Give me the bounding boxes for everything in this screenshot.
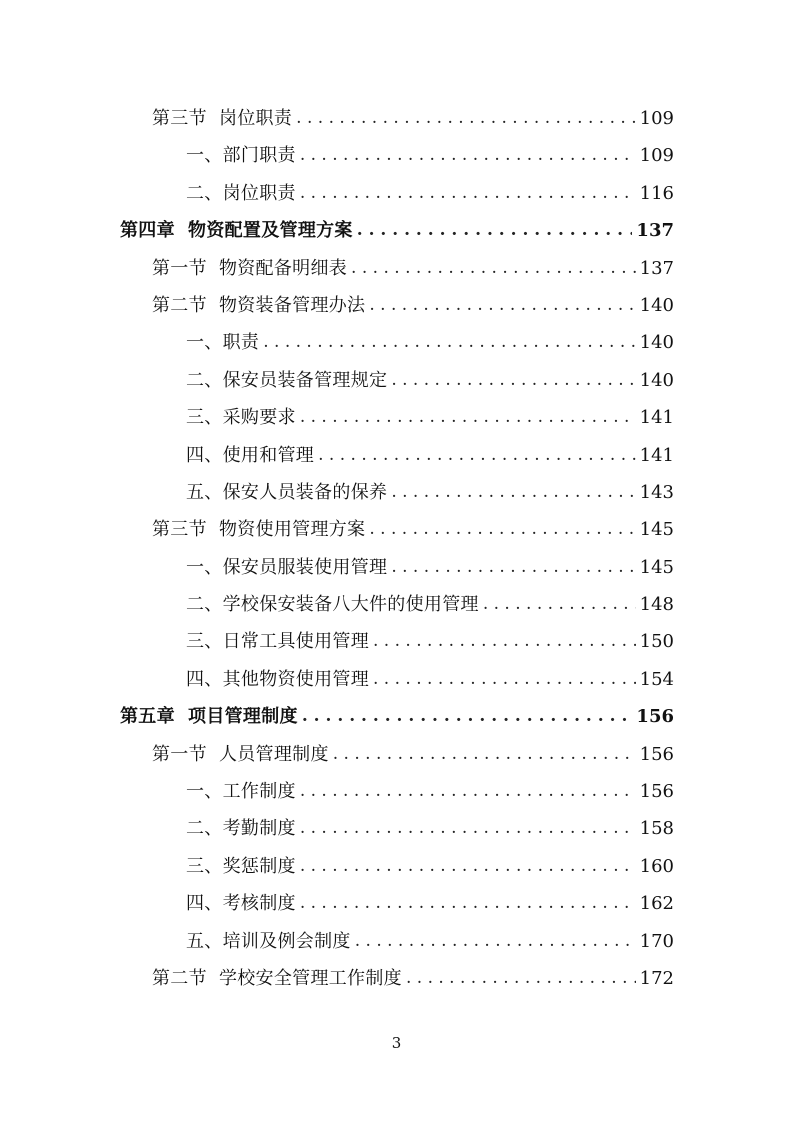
toc-entry-page: 140 xyxy=(639,369,674,391)
toc-chapter-entry[interactable] xyxy=(0,698,793,735)
toc-entry-title: 五、培训及例会制度 xyxy=(186,930,351,952)
toc-entry-page: 145 xyxy=(639,556,674,578)
toc-entry-title: 第二节 学校安全管理工作制度 xyxy=(152,967,402,989)
toc-leader-dots xyxy=(391,362,635,399)
toc-leader-dots xyxy=(300,773,636,810)
toc-leader-dots xyxy=(369,511,635,548)
toc-leader-dots xyxy=(318,437,636,474)
toc-leader-dots xyxy=(300,399,636,436)
toc-leader-dots xyxy=(355,923,636,960)
toc-entry-title: 第五章 项目管理制度 xyxy=(120,706,298,728)
toc-entry-page: 137 xyxy=(636,220,674,242)
toc-leader-dots xyxy=(373,623,636,660)
toc-entry-title: 一、职责 xyxy=(186,332,260,354)
toc-entry[interactable] xyxy=(0,137,793,174)
toc-leader-dots xyxy=(373,661,636,698)
toc-entry[interactable] xyxy=(0,362,793,399)
toc-leader-dots xyxy=(300,848,636,885)
toc-entry[interactable] xyxy=(0,474,793,511)
toc-entry[interactable] xyxy=(0,100,793,137)
toc-entry-page: 145 xyxy=(639,519,674,541)
toc-entry-title: 四、考核制度 xyxy=(186,893,296,915)
toc-entry-title: 第三节 岗位职责 xyxy=(152,108,293,129)
toc-leader-dots xyxy=(369,287,635,324)
toc-entry-title: 三、采购要求 xyxy=(186,407,296,429)
toc-chapter-entry[interactable] xyxy=(0,212,793,249)
toc-entry-page: 154 xyxy=(639,668,674,690)
toc-leader-dots xyxy=(391,549,635,586)
toc-leader-dots xyxy=(333,736,636,773)
toc-entry-title: 三、日常工具使用管理 xyxy=(186,631,369,653)
toc-leader-dots xyxy=(391,474,635,511)
toc-leader-dots xyxy=(302,698,633,735)
toc-entry[interactable] xyxy=(0,810,793,847)
toc-leader-dots xyxy=(296,100,635,137)
toc-entry-title: 一、部门职责 xyxy=(186,145,296,167)
toc-entry-page: 143 xyxy=(639,481,674,503)
toc-entry[interactable] xyxy=(0,549,793,586)
toc-entry[interactable] xyxy=(0,250,793,287)
toc-entry-title: 一、保安员服装使用管理 xyxy=(186,556,388,578)
toc-leader-dots xyxy=(351,250,636,287)
toc-entry[interactable] xyxy=(0,848,793,885)
toc-leader-dots xyxy=(263,324,635,361)
toc-entry-title: 四、使用和管理 xyxy=(186,444,315,466)
toc-entry-title: 一、工作制度 xyxy=(186,781,296,803)
toc-entry[interactable] xyxy=(0,885,793,922)
toc-entry-page: 137 xyxy=(639,257,674,279)
toc-entry[interactable] xyxy=(0,586,793,623)
toc-leader-dots xyxy=(483,586,636,623)
toc-entry-page: 156 xyxy=(636,706,674,728)
toc-entry-page: 109 xyxy=(639,145,674,167)
toc-leader-dots xyxy=(357,212,633,249)
toc-entry[interactable] xyxy=(0,923,793,960)
toc-entry-page: 109 xyxy=(639,108,674,129)
toc-entry-title: 第一节 人员管理制度 xyxy=(152,743,329,765)
toc-entry-page: 150 xyxy=(639,631,674,653)
toc-entry-page: 162 xyxy=(639,893,674,915)
toc-entry-page: 140 xyxy=(639,332,674,354)
toc-entry-title: 五、保安人员装备的保养 xyxy=(186,481,388,503)
toc-entry[interactable] xyxy=(0,175,793,212)
toc-entry[interactable] xyxy=(0,773,793,810)
toc-leader-dots xyxy=(300,175,636,212)
toc-entry-page: 116 xyxy=(639,182,674,204)
toc-entry-title: 第四章 物资配置及管理方案 xyxy=(120,220,353,242)
toc-entry[interactable] xyxy=(0,324,793,361)
toc-leader-dots xyxy=(300,810,636,847)
toc-entry-page: 141 xyxy=(639,444,674,466)
toc-entry[interactable] xyxy=(0,437,793,474)
toc-leader-dots xyxy=(406,960,636,997)
toc-entry-title: 二、岗位职责 xyxy=(186,182,296,204)
toc-entry-page: 170 xyxy=(639,930,674,952)
toc-entry-page: 140 xyxy=(639,294,674,316)
toc-entry-page: 156 xyxy=(639,743,674,765)
toc-leader-dots xyxy=(300,137,636,174)
toc-entry-page: 156 xyxy=(639,781,674,803)
toc-entry[interactable] xyxy=(0,736,793,773)
page-number: 3 xyxy=(391,1034,402,1052)
toc-entry[interactable] xyxy=(0,960,793,997)
toc-entry[interactable] xyxy=(0,287,793,324)
toc-entry[interactable] xyxy=(0,661,793,698)
table-of-contents xyxy=(0,100,793,997)
toc-entry-title: 第一节 物资配备明细表 xyxy=(152,257,348,279)
toc-entry-title: 第三节 物资使用管理方案 xyxy=(152,519,366,541)
toc-entry[interactable] xyxy=(0,623,793,660)
toc-entry-title: 四、其他物资使用管理 xyxy=(186,668,369,690)
toc-leader-dots xyxy=(300,885,636,922)
toc-entry-title: 二、考勤制度 xyxy=(186,818,296,840)
toc-entry-title: 二、保安员装备管理规定 xyxy=(186,369,388,391)
toc-entry[interactable] xyxy=(0,399,793,436)
toc-entry-page: 172 xyxy=(639,967,674,989)
toc-entry-page: 160 xyxy=(639,855,674,877)
toc-entry[interactable] xyxy=(0,511,793,548)
toc-entry-title: 第二节 物资装备管理办法 xyxy=(152,294,366,316)
toc-entry-page: 141 xyxy=(639,407,674,429)
toc-entry-title: 三、奖惩制度 xyxy=(186,855,296,877)
toc-entry-page: 148 xyxy=(639,594,674,616)
toc-entry-page: 158 xyxy=(639,818,674,840)
toc-entry-title: 二、学校保安装备八大件的使用管理 xyxy=(186,594,479,616)
